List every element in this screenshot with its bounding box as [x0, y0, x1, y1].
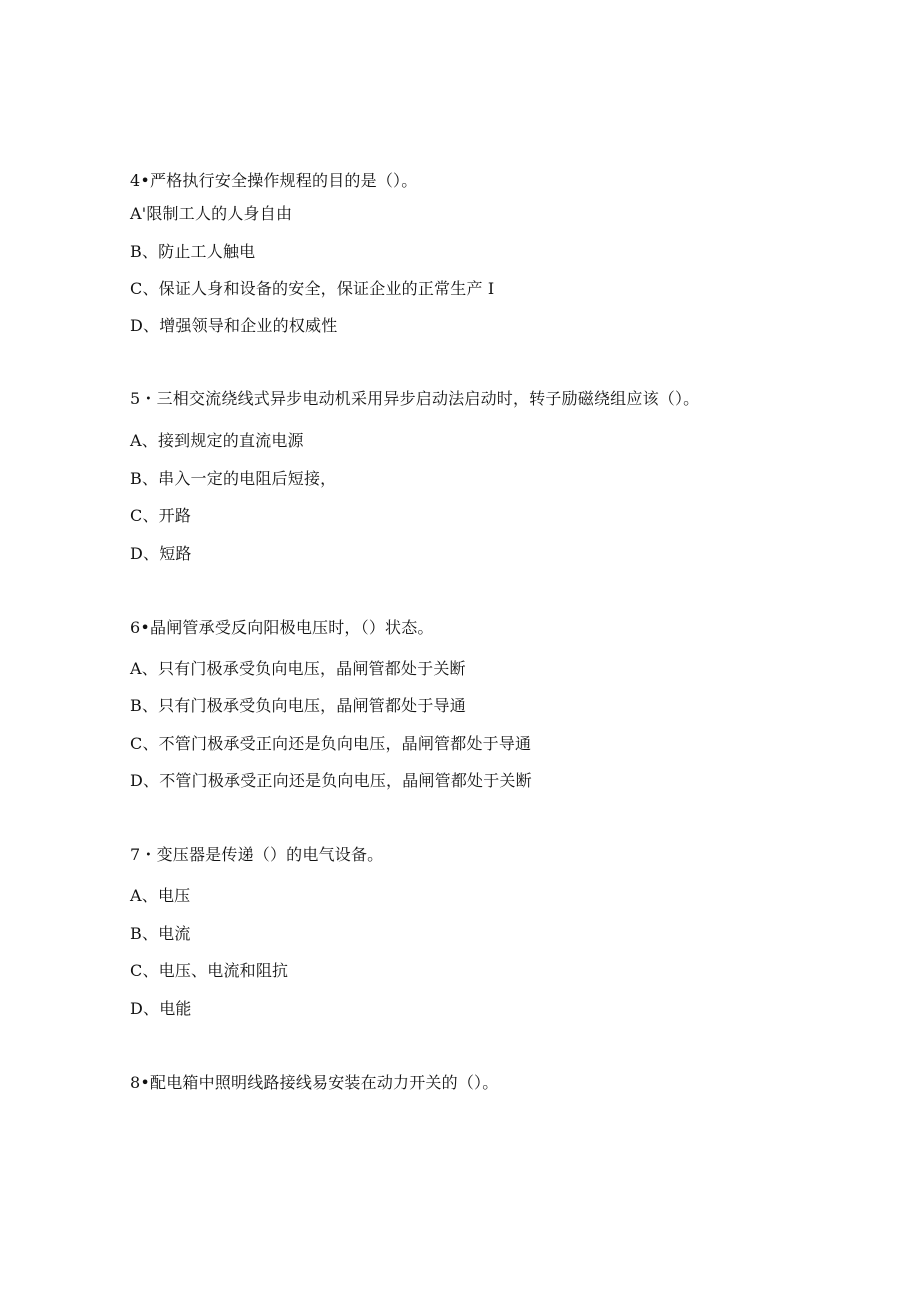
question-7-option-c: C、电压、电流和阻抗: [130, 961, 289, 980]
question-4-option-c: C、保证人身和设备的安全，保证企业的正常生产 I: [130, 279, 495, 298]
question-4-stem: 4•严格执行安全操作规程的目的是（）。: [130, 171, 418, 190]
question-5-option-c: C、开路: [130, 506, 192, 525]
question-7-option-d: D、电能: [130, 999, 192, 1018]
question-5-stem: 5・三相交流绕线式异步电动机采用异步启动法启动时，转子励磁绕组应该（）。: [130, 389, 700, 408]
question-5-option-a: A、接到规定的直流电源: [130, 431, 304, 450]
question-4-option-b: B、防止工人触电: [130, 242, 256, 261]
question-6-option-b: B、只有门极承受负向电压，晶闸管都处于导通: [130, 696, 466, 715]
question-4-option-d: D、增强领导和企业的权威性: [130, 316, 338, 335]
question-8-stem: 8•配电箱中照明线路接线易安装在动力开关的（）。: [130, 1073, 499, 1092]
question-4-option-a: A'限制工人的人身自由: [130, 204, 293, 223]
question-5-option-b: B、串入一定的电阻后短接，: [130, 469, 337, 488]
question-6-option-d: D、不管门极承受正向还是负向电压，晶闸管都处于关断: [130, 771, 532, 790]
question-5-option-d: D、短路: [130, 544, 192, 563]
question-7-stem: 7・变压器是传递（）的电气设备。: [130, 845, 384, 864]
question-7-option-b: B、电流: [130, 924, 191, 943]
question-6-option-c: C、不管门极承受正向还是负向电压，晶闸管都处于导通: [130, 734, 532, 753]
question-6-option-a: A、只有门极承受负向电压，晶闸管都处于关断: [130, 659, 466, 678]
question-6-stem: 6•晶闸管承受反向阳极电压时，（）状态。: [130, 618, 434, 637]
question-7-option-a: A、电压: [130, 886, 191, 905]
